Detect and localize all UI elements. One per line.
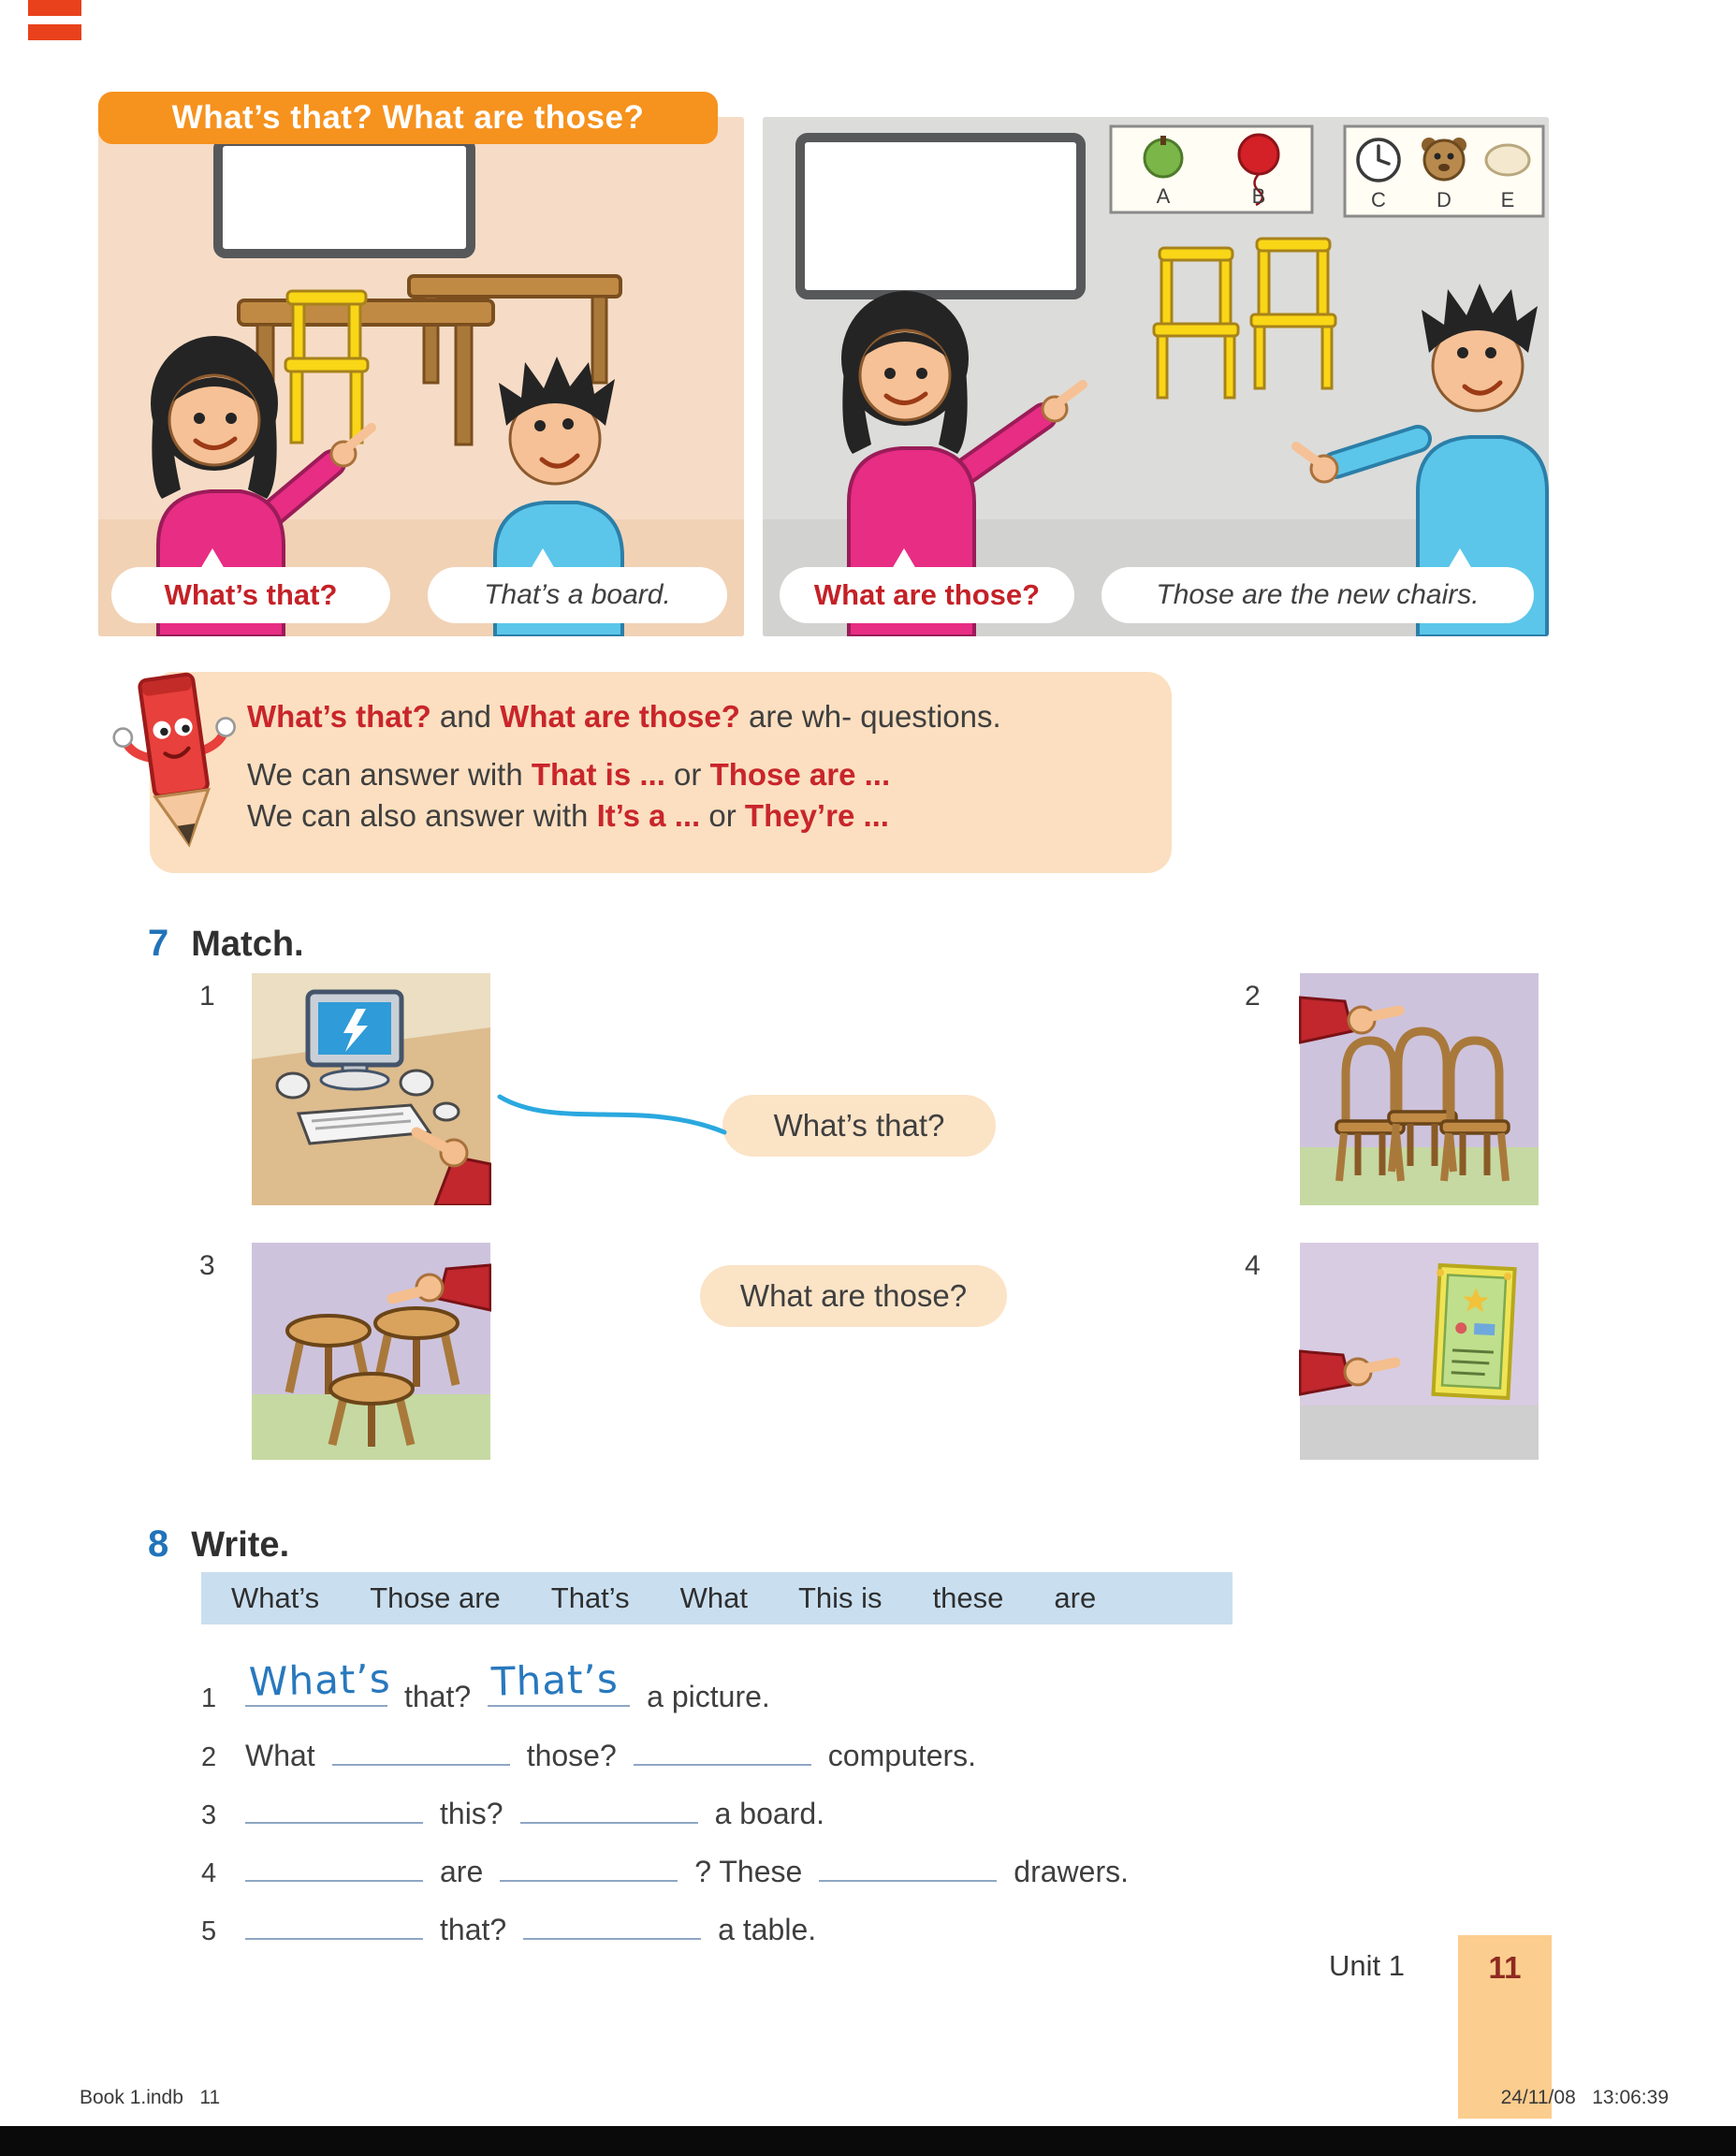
line-number: 2 (201, 1742, 217, 1772)
highlight-phrase: That is ... (531, 757, 665, 792)
match-bubble-whats-that[interactable]: What’s that? (722, 1095, 996, 1157)
speech-bubble-question-right: What are those? (780, 567, 1074, 623)
match-picture-chairs[interactable] (1299, 973, 1539, 1205)
poster-cde (1345, 126, 1543, 216)
line-text: those? (526, 1739, 617, 1772)
grammar-title: What’s that? What are those? (171, 99, 645, 136)
handwritten-answer: What’s (248, 1655, 392, 1705)
print-trim-mark (28, 0, 81, 16)
grammar-title-banner (98, 92, 718, 144)
answer-blank[interactable] (634, 1758, 811, 1766)
line-text: a table. (718, 1913, 817, 1946)
print-trim-mark (28, 24, 81, 40)
exercise-number: 8 (148, 1523, 169, 1565)
answer-blank[interactable] (500, 1874, 678, 1882)
line-text: computers. (827, 1739, 977, 1772)
line-text: are (440, 1855, 484, 1888)
line-text: that? (440, 1913, 507, 1946)
write-line-5 (201, 1913, 822, 1947)
comic-panel-left (98, 117, 744, 636)
line-text: a board. (714, 1797, 825, 1830)
answer-blank[interactable] (245, 1655, 392, 1707)
classroom-scene-right (763, 117, 1549, 636)
answer-blank[interactable] (520, 1816, 698, 1824)
line-text: a picture. (647, 1680, 770, 1713)
word-bank-item: What (679, 1581, 748, 1614)
exercise-7-header (148, 923, 304, 965)
line-text: that? (404, 1680, 472, 1713)
highlight-phrase: They’re ... (744, 798, 889, 833)
highlight-phrase: What are those? (500, 699, 740, 734)
match-item-number-3: 3 (199, 1250, 215, 1281)
exercise-8-header (148, 1523, 289, 1566)
exercise-number: 7 (148, 923, 169, 964)
answer-blank[interactable] (332, 1758, 510, 1766)
answer-blank[interactable] (523, 1932, 701, 1940)
exercise-title: Write. (191, 1525, 290, 1565)
word-bank-item: Those are (370, 1581, 501, 1614)
highlight-phrase: What’s that? (247, 699, 431, 734)
write-line-2 (201, 1739, 982, 1773)
speech-bubble-answer-left: That’s a board. (428, 567, 727, 623)
unit-label: Unit 1 (1329, 1949, 1405, 1982)
page-number: 11 (1488, 1950, 1522, 1985)
line-text: drawers. (1014, 1855, 1129, 1888)
word-bank-item: What’s (231, 1581, 320, 1614)
highlight-phrase: Those are ... (709, 757, 891, 792)
note-line-3: We can also answer with It’s a ... or They’re ... (247, 798, 889, 833)
poster-letter-d: D (1437, 188, 1452, 211)
word-bank (201, 1572, 1233, 1624)
word-bank-item: This is (797, 1581, 883, 1614)
word-bank-item: That’s (550, 1581, 630, 1614)
poster-letter-b: B (1251, 184, 1266, 208)
print-note-left: Book 1.indb 11 (80, 2087, 221, 2108)
highlight-phrase: It’s a ... (596, 798, 701, 833)
line-number: 5 (201, 1916, 217, 1946)
match-item-number-4: 4 (1245, 1250, 1261, 1281)
match-item-number-2: 2 (1245, 981, 1261, 1012)
poster-ab (1111, 126, 1312, 212)
write-line-4 (201, 1855, 1134, 1889)
classroom-scene-left (98, 117, 744, 636)
word-bank-item: these (932, 1581, 1004, 1614)
write-line-3 (201, 1797, 830, 1831)
poster-letter-a: A (1156, 184, 1171, 208)
match-line (494, 1074, 730, 1153)
grammar-note-box (150, 672, 1172, 873)
handwritten-answer: That’s (490, 1655, 620, 1705)
answer-blank[interactable] (488, 1655, 630, 1707)
speech-bubble-answer-right: Those are the new chairs. (1101, 567, 1534, 623)
line-number: 3 (201, 1800, 217, 1830)
match-bubble-what-are-those[interactable]: What are those? (700, 1265, 1007, 1327)
note-line-1: What’s that? and What are those? are wh- questions. (247, 699, 1001, 734)
write-line-1 (201, 1655, 776, 1714)
answer-blank[interactable] (245, 1932, 423, 1940)
print-note-right: 24/11/08 13:06:39 (1500, 2087, 1669, 2108)
pencil-mascot-icon (107, 659, 247, 857)
match-picture-computer[interactable] (251, 973, 491, 1205)
line-text: this? (440, 1797, 503, 1830)
answer-blank[interactable] (819, 1874, 997, 1882)
line-number: 4 (201, 1858, 217, 1888)
match-item-number-1: 1 (199, 981, 215, 1012)
speech-bubble-question-left: What’s that? (111, 567, 390, 623)
comic-panel-right (763, 117, 1549, 636)
match-picture-stools[interactable] (251, 1243, 491, 1460)
match-picture-poster[interactable] (1299, 1243, 1539, 1460)
answer-blank[interactable] (245, 1874, 423, 1882)
exercise-title: Match. (191, 925, 304, 964)
answer-blank[interactable] (245, 1816, 423, 1824)
bottom-black-bar (0, 2126, 1736, 2156)
poster-letter-c: C (1371, 188, 1386, 211)
poster-letter-e: E (1500, 188, 1515, 211)
line-number: 1 (201, 1683, 217, 1713)
note-line-2: We can answer with That is ... or Those are ... (247, 757, 891, 792)
line-text: What (245, 1739, 315, 1772)
line-text: ? These (694, 1855, 803, 1888)
word-bank-item: are (1054, 1581, 1097, 1614)
